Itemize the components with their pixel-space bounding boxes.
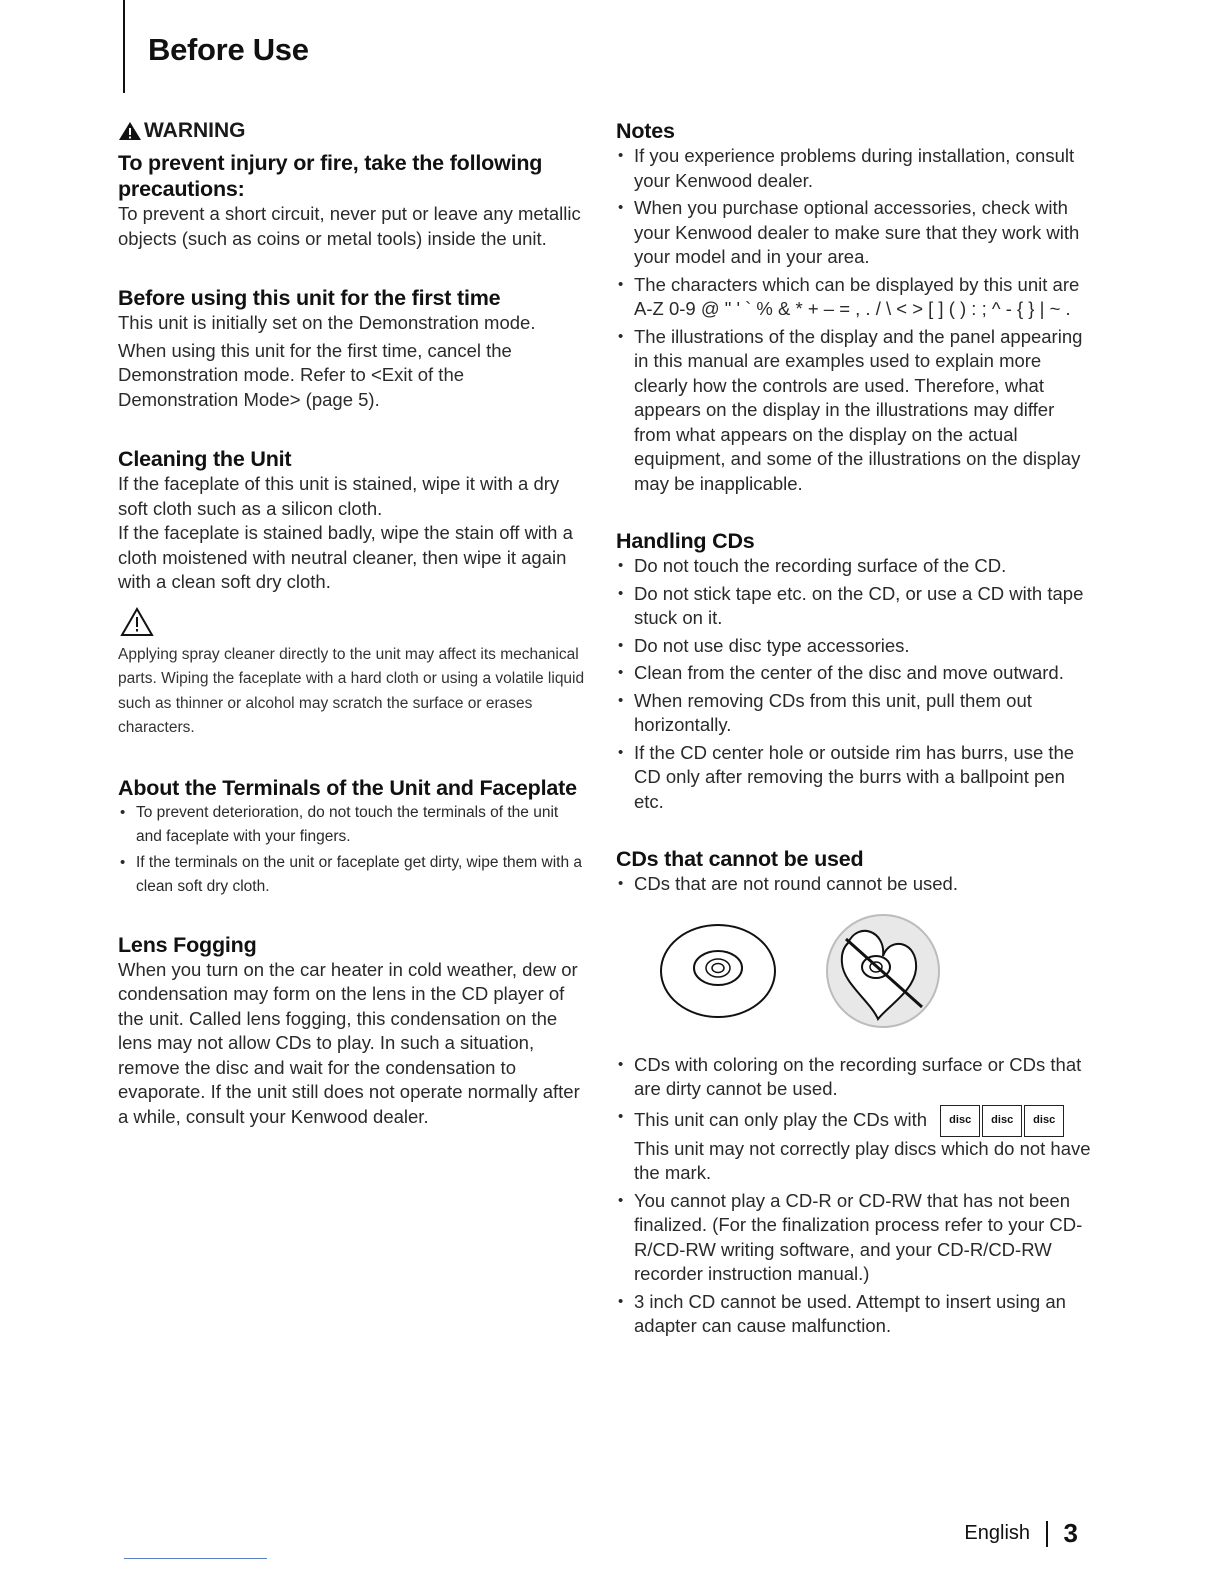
list-item: • CDs with coloring on the recording surface or CDs that are dirty cannot be used. xyxy=(616,1053,1096,1102)
caution-text: Applying spray cleaner directly to the unit may affect its mechanical parts. Wiping the faceplate with a hard cloth or using a volatile liquid such as thinner or alcohol may scratch the surface or erases characters. xyxy=(118,645,585,736)
page-footer xyxy=(964,1518,1078,1549)
cleaning-heading: Cleaning the Unit xyxy=(118,447,292,471)
first-time-heading: Before using this unit for the first time xyxy=(118,286,501,310)
footer-language: English xyxy=(964,1522,1031,1544)
notes-list xyxy=(616,144,1096,496)
bottom-rule xyxy=(124,1558,267,1559)
notes-heading: Notes xyxy=(616,119,675,143)
list-item: • If the CD center hole or outside rim has burrs, use the CD only after removing the burrs with a ballpoint pen etc. xyxy=(616,741,1096,815)
list-item: • You cannot play a CD-R or CD-RW that has not been finalized. (For the finalization process refer to your CD-R/CD-RW writing software, and your CD-R/CD-RW recorder instruction manual.) xyxy=(616,1189,1096,1287)
handling-heading: Handling CDs xyxy=(616,529,755,553)
cleaning-p2: If the faceplate is stained badly, wipe the stain off with a cloth moistened with neutral cleaner, then wipe it again with a clean soft dry cloth. xyxy=(118,522,573,592)
disc-logo-icon: disc xyxy=(940,1105,980,1137)
title-rule xyxy=(123,0,125,93)
warning-triangle-icon xyxy=(118,121,142,141)
disc-logos xyxy=(940,1105,1064,1137)
cannot-list-a xyxy=(616,872,1096,897)
warning-label xyxy=(118,118,588,144)
list-item: • If you experience problems during installation, consult your Kenwood dealer. xyxy=(616,144,1096,193)
list-item: • Do not touch the recording surface of the CD. xyxy=(616,554,1096,579)
cd-figures xyxy=(658,911,1096,1031)
handling-list xyxy=(616,554,1096,814)
disc-logo-icon: disc xyxy=(1024,1105,1064,1137)
list-item: • CDs that are not round cannot be used. xyxy=(616,872,1096,897)
list-item: • To prevent deterioration, do not touch the terminals of the unit and faceplate with your fingers. xyxy=(118,801,588,850)
page-title: Before Use xyxy=(148,32,309,67)
list-item: • Do not stick tape etc. on the CD, or use a CD with tape stuck on it. xyxy=(616,582,1096,631)
heart-cd-prohibited-icon xyxy=(818,911,948,1031)
warning-text: WARNING xyxy=(144,119,246,142)
fogging-heading: Lens Fogging xyxy=(118,932,257,957)
list-item xyxy=(616,1105,1096,1186)
list-item: • Do not use disc type accessories. xyxy=(616,634,1096,659)
first-time-p2: When using this unit for the first time, cancel the Demonstration mode. Refer to <Exit of the Demonstration Mode> (page 5). xyxy=(118,339,512,410)
first-time-p1: This unit is initially set on the Demonstration mode. xyxy=(118,312,536,333)
list-item: • The characters which can be displayed by this unit are A-Z 0-9 @ " ' ` % & * + – = , . / \ < > [ ] ( ) : ; ^ - { } | ~ . xyxy=(616,273,1096,322)
terminals-heading: About the Terminals of the Unit and Faceplate xyxy=(118,775,577,800)
terminals-list xyxy=(118,801,588,900)
list-item: • When removing CDs from this unit, pull them out horizontally. xyxy=(616,689,1096,738)
cannot-list-b xyxy=(616,1053,1096,1339)
list-item: • The illustrations of the display and the panel appearing in this manual are examples used to explain more clearly how the controls are used. Therefore, what appears on the display in the illustrations may differ from what appears on the display on the actual equipment, and some of the illustrations on the display may be inapplicable. xyxy=(616,325,1096,497)
fogging-body: When you turn on the car heater in cold weather, dew or condensation may form on the lens in the CD player of the unit. Called lens fogging, this condensation on the lens may not allow CDs to play. In such a situation, remove the disc and wait for the condensation to evaporate. If the unit still does not operate normally after a while, consult your Kenwood dealer. xyxy=(118,958,580,1127)
warning-body: To prevent a short circuit, never put or leave any metallic objects (such as coins or metal tools) inside the unit. xyxy=(118,203,581,249)
left-column xyxy=(118,118,588,1129)
list-item: • If the terminals on the unit or faceplate get dirty, wipe them with a clean soft dry cloth. xyxy=(118,851,588,900)
round-cd-icon xyxy=(658,921,778,1021)
footer-separator xyxy=(1046,1521,1048,1547)
list-item: • 3 inch CD cannot be used. Attempt to insert using an adapter can cause malfunction. xyxy=(616,1290,1096,1339)
disc-mark-note: This unit may not correctly play discs which do not have the mark. xyxy=(634,1137,1091,1183)
list-item: • Clean from the center of the disc and move outward. xyxy=(616,661,1096,686)
right-column xyxy=(616,118,1096,1342)
list-item: • When you purchase optional accessories, check with your Kenwood dealer to make sure that they work with your model and in your area. xyxy=(616,196,1096,270)
disc-mark-text: This unit can only play the CDs with xyxy=(634,1108,928,1130)
cannot-heading: CDs that cannot be used xyxy=(616,847,864,871)
cleaning-p1: If the faceplate of this unit is stained, wipe it with a dry soft cloth such as a silicon cloth. xyxy=(118,473,560,519)
page-number: 3 xyxy=(1063,1518,1078,1548)
caution-triangle-icon xyxy=(120,607,154,637)
disc-logo-icon: disc xyxy=(982,1105,1022,1137)
warning-heading: To prevent injury or fire, take the following precautions: xyxy=(118,151,543,201)
